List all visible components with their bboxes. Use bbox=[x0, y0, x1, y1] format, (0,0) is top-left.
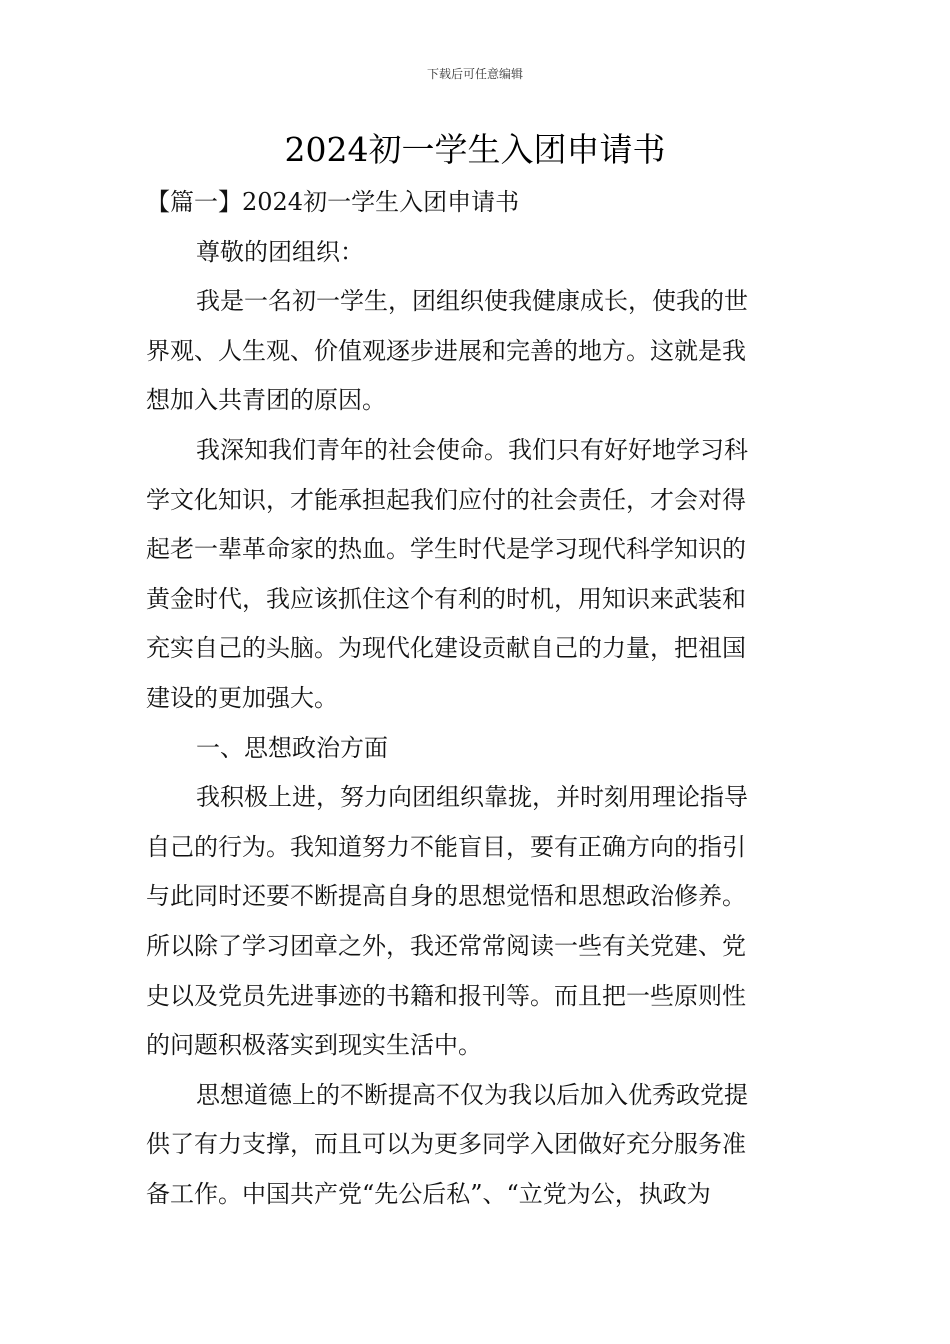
text-line: 与此同时还要不断提高自身的思想觉悟和思想政治修养。 bbox=[146, 882, 746, 911]
text-line: 学文化知识，才能承担起我们应付的社会责任，才会对得 bbox=[146, 485, 746, 514]
text-line: 尊敬的团组织： bbox=[196, 237, 364, 266]
text-line: 界观、人生观、价值观逐步进展和完善的地方。这就是我 bbox=[146, 336, 746, 365]
text-line: 我是一名初一学生，团组织使我健康成长，使我的世 bbox=[196, 287, 748, 316]
text-line: 备工作。中国共产党“先公后私”、“立党为公，执政为 bbox=[146, 1179, 711, 1208]
document-title: 2024初一学生入团申请书 bbox=[284, 130, 666, 169]
text-line: 思想道德上的不断提高不仅为我以后加入优秀政党提 bbox=[196, 1080, 748, 1109]
text-line: 一、思想政治方面 bbox=[196, 733, 388, 762]
text-line: 充实自己的头脑。为现代化建设贡献自己的力量，把祖国 bbox=[146, 634, 746, 663]
text-line: 建设的更加强大。 bbox=[146, 683, 338, 712]
text-line: 我积极上进，努力向团组织靠拢，并时刻用理论指导 bbox=[196, 783, 748, 812]
text-line: 的问题积极落实到现实生活中。 bbox=[146, 1031, 482, 1060]
text-line: 我深知我们青年的社会使命。我们只有好好地学习科 bbox=[196, 435, 748, 464]
text-line: 起老一辈革命家的热血。学生时代是学习现代科学知识的 bbox=[146, 535, 746, 564]
header-note: 下载后可任意编辑 bbox=[426, 67, 523, 81]
text-line: 供了有力支撑，而且可以为更多同学入团做好充分服务准 bbox=[146, 1130, 746, 1159]
text-line: 所以除了学习团章之外，我还常常阅读一些有关党建、党 bbox=[146, 931, 746, 960]
text-line: 自己的行为。我知道努力不能盲目，要有正确方向的指引 bbox=[146, 832, 746, 861]
text-line: 【篇一】2024初一学生入团申请书 bbox=[146, 188, 520, 216]
text-line: 史以及党员先进事迹的书籍和报刊等。而且把一些原则性 bbox=[146, 981, 746, 1010]
text-line: 黄金时代，我应该抓住这个有利的时机，用知识来武装和 bbox=[146, 584, 746, 613]
text-line: 想加入共青团的原因。 bbox=[146, 386, 386, 415]
document-body bbox=[146, 178, 808, 1219]
